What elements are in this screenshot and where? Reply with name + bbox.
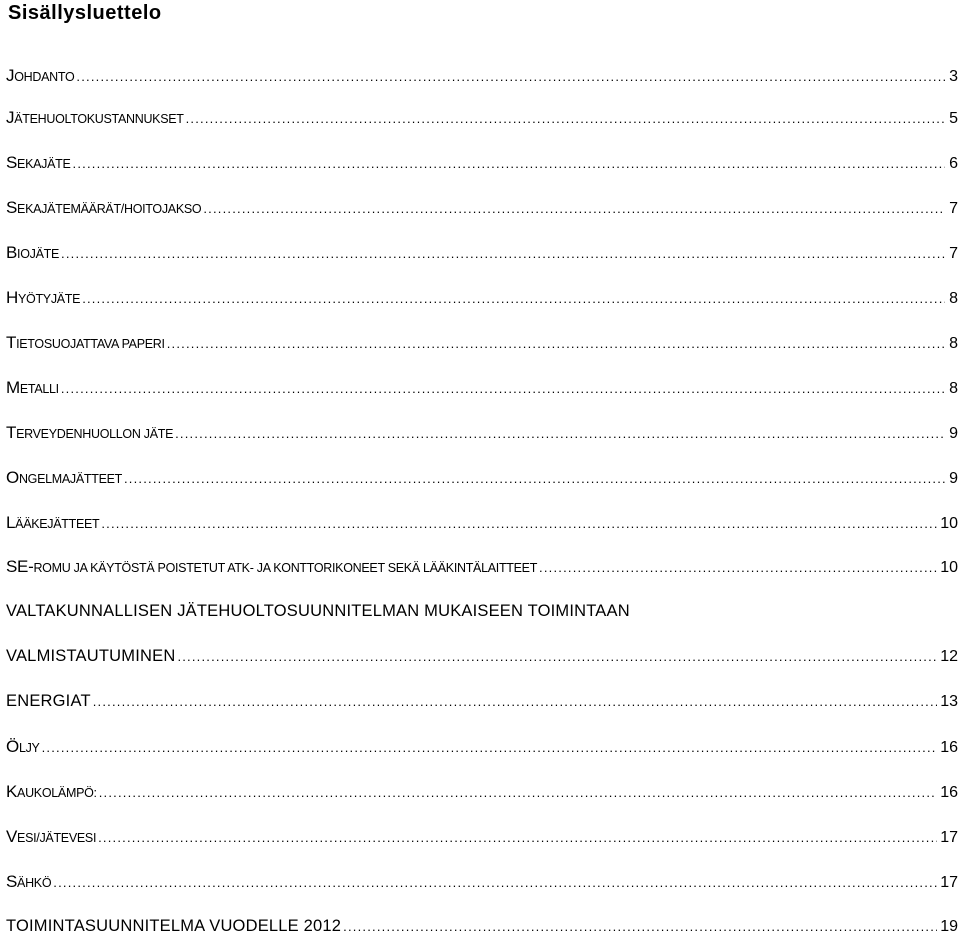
toc-entry-valtakunnallisen-line1[interactable]: VALTAKUNNALLISEN JÄTEHUOLTOSUUNNITELMAN MUKAISEEN TOIMINTAAN	[6, 602, 630, 620]
toc-page-number: 16	[940, 739, 958, 756]
toc-entry-valtakunnallisen-line2[interactable]	[6, 647, 958, 673]
toc-entry-tietosuojattava-paperi[interactable]	[6, 333, 958, 359]
dot-leader	[539, 560, 937, 575]
toc-page-number: 9	[949, 425, 958, 442]
toc-entry-title: ONGELMAJÄTTEET	[6, 468, 122, 487]
toc-entry-sahko[interactable]	[6, 872, 958, 898]
dot-leader	[61, 246, 945, 261]
dot-leader	[186, 111, 945, 126]
toc-page-number: 9	[949, 470, 958, 487]
toc-entry-metalli[interactable]	[6, 378, 958, 404]
toc-entry-title: METALLI	[6, 378, 59, 397]
toc-entry-energiat[interactable]	[6, 692, 958, 718]
toc-page-number: 7	[949, 245, 958, 262]
toc-entry-title: SEKAJÄTE	[6, 153, 71, 172]
toc-entry-title: SÄHKÖ	[6, 872, 52, 891]
toc-page-number: 6	[949, 155, 958, 172]
toc-page-number: 3	[949, 68, 958, 85]
toc-entry-title: TOIMINTASUUNNITELMA VUODELLE 2012	[6, 917, 342, 935]
dot-leader	[73, 156, 945, 171]
dot-leader	[42, 740, 938, 755]
toc-entry-title: VALMISTAUTUMINEN	[6, 647, 176, 665]
dot-leader	[53, 875, 937, 890]
toc-page-number: 12	[940, 648, 958, 665]
toc-entry-title: BIOJÄTE	[6, 243, 60, 262]
toc-entry-title: SE-ROMU JA KÄYTÖSTÄ POISTETUT ATK- JA KONTTORIKONEET SEKÄ LÄÄKINTÄLAITTEET	[6, 557, 538, 576]
dot-leader	[167, 336, 945, 351]
toc-page-number: 19	[940, 918, 958, 935]
toc-entry-terveydenhuollon-jate[interactable]	[6, 423, 958, 449]
toc-page-number: 8	[949, 380, 958, 397]
toc-entry-title: TIETOSUOJATTAVA PAPERI	[6, 333, 165, 352]
toc-page-number: 7	[949, 200, 958, 217]
toc-page-number: 17	[940, 874, 958, 891]
toc-page-number: 16	[940, 784, 958, 801]
toc-entry-laakejatteet[interactable]	[6, 513, 958, 539]
dot-leader	[101, 516, 937, 531]
toc-entry-title: ENERGIAT	[6, 692, 91, 710]
toc-entry-title: ÖLJY	[6, 737, 40, 756]
dot-leader	[82, 291, 945, 306]
toc-entry-vesi-jatevesi[interactable]	[6, 827, 958, 853]
toc-entry-sekajatemaarat[interactable]	[6, 198, 958, 224]
toc-entry-hyotyjate[interactable]	[6, 288, 958, 314]
toc-entry-johdanto[interactable]	[6, 66, 958, 92]
toc-entry-oljy[interactable]	[6, 737, 958, 763]
dot-leader	[98, 830, 937, 845]
dot-leader	[99, 785, 937, 800]
toc-entry-kaukolampo[interactable]	[6, 782, 958, 808]
toc-entry-title: JOHDANTO	[6, 66, 75, 85]
dot-leader	[177, 649, 937, 664]
toc-entry-biojate[interactable]	[6, 243, 958, 269]
dot-leader	[343, 919, 937, 934]
toc-entry-title: VESI/JÄTEVESI	[6, 827, 97, 846]
toc-page-number: 13	[940, 693, 958, 710]
dot-leader	[124, 471, 945, 486]
toc-page-number: 10	[940, 515, 958, 532]
toc-heading: Sisällysluettelo	[8, 2, 162, 24]
toc-entry-ongelmajatteet[interactable]	[6, 468, 958, 494]
dot-leader	[61, 381, 945, 396]
dot-leader	[203, 201, 945, 216]
toc-entry-title: TERVEYDENHUOLLON JÄTE	[6, 423, 174, 442]
toc-page-number: 10	[940, 559, 958, 576]
toc-entry-title: LÄÄKEJÄTTEET	[6, 513, 100, 532]
toc-entry-title: HYÖTYJÄTE	[6, 288, 81, 307]
toc-page-number: 8	[949, 290, 958, 307]
dot-leader	[175, 426, 945, 441]
dot-leader	[93, 694, 937, 709]
toc-page-number: 5	[949, 110, 958, 127]
toc-page-number: 8	[949, 335, 958, 352]
toc-entry-title: SEKAJÄTEMÄÄRÄT/HOITOJAKSO	[6, 198, 202, 217]
toc-entry-toimintasuunnitelma[interactable]	[6, 917, 958, 943]
toc-entry-se-romu[interactable]	[6, 557, 958, 583]
toc-entry-title: JÄTEHUOLTOKUSTANNUKSET	[6, 108, 184, 127]
toc-entry-sekajate[interactable]	[6, 153, 958, 179]
toc-entry-jatehuoltokustannukset[interactable]	[6, 108, 958, 134]
dot-leader	[76, 69, 945, 84]
toc-page-number: 17	[940, 829, 958, 846]
toc-entry-title: KAUKOLÄMPÖ:	[6, 782, 97, 801]
